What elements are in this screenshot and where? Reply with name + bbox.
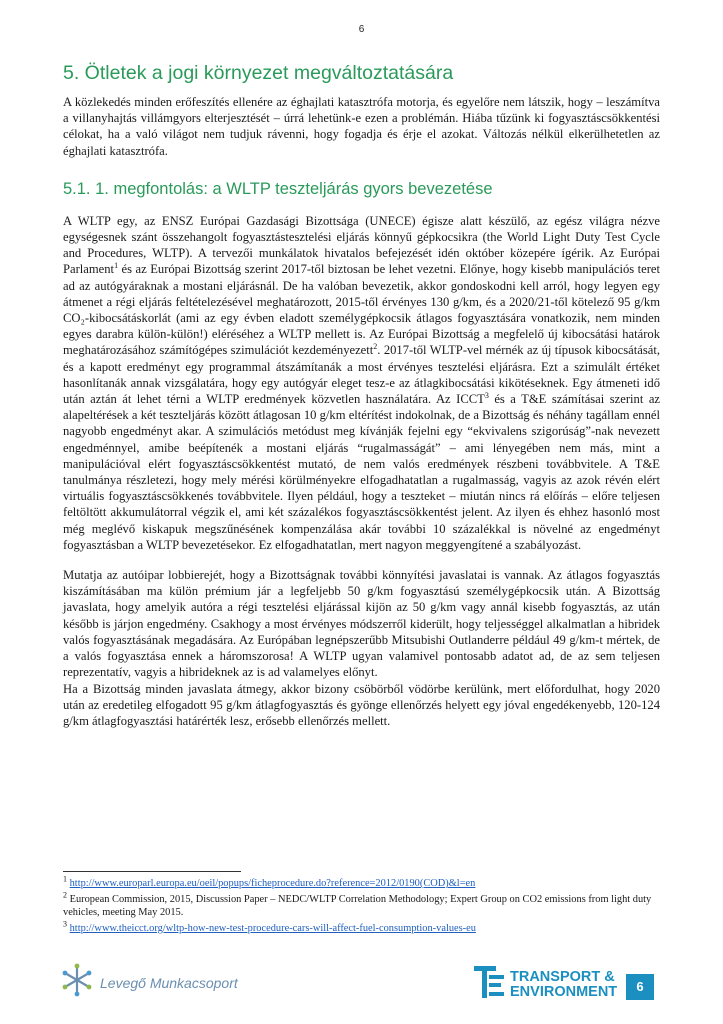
section-heading: 5. Ötletek a jogi környezet megváltoztatására bbox=[63, 62, 454, 84]
footnote-marker: 1 bbox=[63, 874, 67, 884]
footnotes bbox=[63, 874, 660, 937]
footnote-marker: 3 bbox=[63, 919, 67, 929]
body-paragraph-2: Mutatja az autóipar lobbierejét, hogy a Bizottságnak további könnyítési javaslatai is vannak. Az átlagos fogyasztás kiszámításában ma külön prémium jár a legfeljebb 50 g/km fogyasztású személygépkocsik után. A Bizottság javaslata, hogy amelyik autóra a régi tesztelési eljárással kijön az 50 g/km vagy annál kisebb fogyasztás, az után később is járjon engedmény. Csakhogy a most érvényes módszerről kiderült, hogy teljességgel alkalmatlan a hibridek valós fogyasztásának megadására. Az Európában legnépszerűbb Mitsubishi Outlanderre például 49 g/km-t mértek, de a valós fogyasztása ennek a háromszorosa! A WLTP ugyan valamivel pontosabb adatot ad, de az sem teljesen reprezentatív, vagyis a hibrideknek az is ad valamelyes előnyt. bbox=[63, 568, 660, 680]
paragraph-text: . 2017-től WLTP-vel mérnék az új típusok kibocsátását, és a kapott eredményt egy programmal átszámítanák a most érvényes tesztelési eljárásra. Ezt a szimulált értéket hasonlítanák annak vizsgálatára, hogy egy autógyár eleget tesz-e az átlagkibocsátási kikötéseknek. Egy átmeneti idő után aztán át lehet térni a WLTP eredmények közvetlen használatára. Az ICCT bbox=[63, 343, 660, 407]
snowflake-icon bbox=[60, 963, 94, 1002]
te-logo-line2: ENVIRONMENT bbox=[510, 983, 618, 1000]
footnote-ref-1[interactable]: 1 bbox=[114, 261, 119, 271]
page-footer bbox=[0, 960, 723, 1024]
body-paragraph-3: Ha a Bizottság minden javaslata átmegy, akkor bizony csöbörből vödörbe kerülünk, mert előfordulhat, hogy 2020 után az eredetileg elfogadott 95 g/km átlagfogyasztás és gyönge ellenőrzés helyett egy jóval engedékenyebb, 120-124 g/km átlagfogyasztási határérték lesz, erősebb ellenőrzés mellett. bbox=[63, 681, 660, 728]
footnote-ref-3[interactable]: 3 bbox=[484, 390, 489, 400]
footnote-divider bbox=[63, 871, 241, 872]
levego-logo bbox=[60, 963, 238, 1002]
te-mark-icon bbox=[474, 966, 504, 1003]
page-number-box: 6 bbox=[626, 974, 654, 1000]
footnote-text: European Commission, 2015, Discussion Paper – NEDC/WLTP Correlation Methodology; Expert Group on CO2 emissions from light duty vehicles, meeting May 2015. bbox=[63, 893, 652, 918]
te-logo-line1: TRANSPORT & bbox=[510, 968, 615, 985]
subsection-heading: 5.1. 1. megfontolás: a WLTP teszteljárás gyors bevezetése bbox=[63, 179, 493, 198]
paragraph-text: A WLTP egy, az ENSZ Európai Gazdasági Bizottsága (UNECE) égisze alatt készülő, az egész világra nézve egységesnek szánt összehangolt fogyasztástesztelési eljárás könnyű gépkocsikra (the World Light Duty Test Cycle and Procedures, WLTP). A tervezői munkálatok hivatalos befejezését idén október közepére ígérik. Az Európai Parlament bbox=[63, 213, 660, 277]
footnote-ref-2[interactable]: 2 bbox=[373, 342, 378, 352]
intro-paragraph: A közlekedés minden erőfeszítés ellenére az éghajlati katasztrófa motorja, és egyelőre nem látszik, hogy – leszámítva a villanyhajtás villámgyors elterjesztését – úrrá lehetünk-e ezen a problémán. Hiába tűzünk ki fogyasztáscsökkentési célokat, ha a való világot nem tudjuk rávenni, hogy fogadja és érje el azokat. Változás nélkül elkerülhetetlen az éghajlati katasztrófa. bbox=[63, 95, 660, 158]
paragraph-text: és az Európai Bizottság szerint 2017-től biztosan be lehet vezetni. Előnye, hogy kisebb manipulációs teret ad az autógyáraknak a mostani eljárásnál. De ha valóban bevezetik, akkor gondoskodni kell arról, hogy legyen egy átmenet a régi eljárás feltételezésével meghatározott, 2015-től érvényes 130 g/km, és a 2020/21-től kötelező 95 g/km CO₂-kibocsátáskorlát (ami az egy évben eladott személygépkocsik átlagos fogyasztására vonatkozik, nem minden egyes darabra külön-külön!) eléréséhez a WLTP mellett is. Az Európai Bizottság a megfelelő új kibocsátási határok meghatározásához számítógépes szimulációt kezdeményezett bbox=[63, 262, 660, 358]
footnote-marker: 2 bbox=[63, 890, 67, 900]
paragraph-text: és a T&E számításai szerint az alapeltérések a két teszteljárás között átlagosan 10 g/km eltérítést indokolnak, de a Bizottság és néhány tagállam ennél nagyobb engedményt akar. A szimulációs metódust meg kívánják fejelni egy “ekvivalens szigorúság”-nak nevezett engedménnyel, amibe beépítenék a mostani eljárás “rugalmasságát” – ami lényegében nem más, mint a manipulációval elért fogyasztáscsökkentést mutató, de nem valós eredmények részbeni továbbvitele. A T&E tanulmánya részletezi, hogy mely mérési körülményekre elfogadhatatlan a rugalmasság, vagyis az azok révén elért virtuális fogyasztáscsökkenés továbbvitele. Ilyen például, hogy a teszteket – miután nincs rá előírás – előre teljesen feltöltött akkumulátorral végzik el, ami két százalékos fogyasztáscsökkentést jelent. Az ilyen és ehhez hasonló most még meglévő kiskapuk megszűnésének kompenzálása akár további 10 százalékkal is növelné az engedményt fogyasztásban a WLTP bevezetésekor. Ez elfogadhatatlan, mert nagyon meggyengítené a szabályozást. bbox=[63, 392, 660, 552]
page-number-top: 6 bbox=[358, 24, 365, 35]
footnote-1 bbox=[63, 874, 660, 891]
te-logo bbox=[474, 966, 617, 1003]
main-content bbox=[63, 60, 660, 729]
footnote-link[interactable]: http://www.theicct.org/wltp-how-new-test-procedure-cars-will-affect-fuel-consumption-values-eu bbox=[69, 922, 476, 934]
footnote-link[interactable]: http://www.europarl.europa.eu/oeil/popups/ficheprocedure.do?reference=2012/0190(COD)&l=en bbox=[69, 878, 476, 889]
footnote-2 bbox=[63, 890, 660, 920]
levego-logo-text: Levegő Munkacsoport bbox=[100, 974, 238, 991]
body-paragraph-1 bbox=[63, 213, 660, 553]
footnote-3 bbox=[63, 919, 660, 936]
te-logo-text bbox=[510, 970, 617, 1000]
